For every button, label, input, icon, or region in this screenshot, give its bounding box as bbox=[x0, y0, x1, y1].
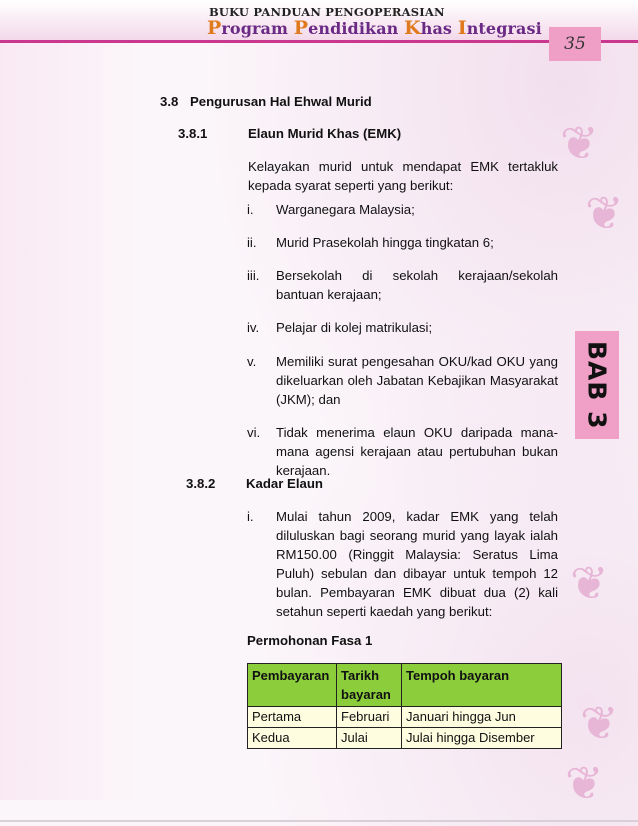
list-item-text: Bersekolah di sekolah kerajaan/sekolah bantuan kerajaan; bbox=[276, 268, 558, 302]
chapter-tab bbox=[575, 331, 619, 439]
table-cell: Julai hingga Disember bbox=[402, 728, 562, 749]
payment-table bbox=[247, 663, 562, 749]
table-cell: Januari hingga Jun bbox=[402, 707, 562, 728]
table-header-cell: Tarikh bayaran bbox=[337, 664, 402, 707]
section-number: 3.8 bbox=[160, 94, 179, 109]
subsection-title: Kadar Elaun bbox=[246, 476, 323, 491]
floral-ornament: ❦ bbox=[560, 117, 599, 169]
list-item-text: Tidak menerima elaun OKU daripada mana-mana agensi kerajaan atau pertubuhan bukan kerajaan. bbox=[276, 425, 558, 478]
footer-divider bbox=[0, 820, 638, 822]
list-item-label: iii. bbox=[247, 268, 260, 283]
list-item-text: Warganegara Malaysia; bbox=[276, 202, 415, 217]
chapter-tab-label: BAB 3 bbox=[582, 340, 612, 430]
table-cell: Februari bbox=[337, 707, 402, 728]
table-header-row bbox=[248, 664, 562, 707]
list-item-label: i. bbox=[247, 202, 254, 217]
table-cell: Kedua bbox=[248, 728, 337, 749]
list-item-label: ii. bbox=[247, 235, 257, 250]
floral-ornament: ❦ bbox=[570, 557, 609, 609]
page-number: 35 bbox=[549, 27, 601, 61]
phase-title: Permohonan Fasa 1 bbox=[247, 633, 373, 648]
list-item-text: Memiliki surat pengesahan OKU/kad OKU yang dikeluarkan oleh Jabatan Kebajikan Masyarakat (JKM); dan bbox=[276, 354, 558, 407]
header-title: BUKU PANDUAN PENGOPERASIAN bbox=[209, 5, 445, 19]
subsection-title: Elaun Murid Khas (EMK) bbox=[248, 126, 402, 141]
list-item-label: vi. bbox=[247, 425, 261, 440]
table-row bbox=[248, 707, 562, 728]
page-header bbox=[0, 0, 638, 43]
subsection-number: 3.8.1 bbox=[178, 126, 208, 141]
left-margin-shade bbox=[0, 40, 138, 800]
eligibility-intro: Kelayakan murid untuk mendapat EMK tertakluk kepada syarat seperti yang berikut: bbox=[248, 159, 558, 193]
floral-ornament: ❦ bbox=[565, 757, 604, 809]
table-row bbox=[248, 728, 562, 749]
section-title: Pengurusan Hal Ehwal Murid bbox=[190, 94, 372, 109]
list-item-text: Pelajar di kolej matrikulasi; bbox=[276, 320, 433, 335]
table-header-cell: Pembayaran bbox=[248, 664, 337, 707]
table-cell: Pertama bbox=[248, 707, 337, 728]
list-item-label: iv. bbox=[247, 320, 260, 335]
allowance-rate-text: Mulai tahun 2009, kadar EMK yang telah diluluskan bagi seorang murid yang layak ialah RM150.00 (Ringgit Malaysia: Seratus Lima Puluh) sebulan dan dibayar untuk tempoh 12 bulan. Pembayaran EMK dibuat dua (2) kali setahun seperti kaedah yang berikut: bbox=[276, 509, 558, 619]
header-programme-name: Program Pendidikan Khas Integrasi bbox=[207, 17, 542, 39]
list-item-label: v. bbox=[247, 354, 257, 369]
list-item-text: Murid Prasekolah hingga tingkatan 6; bbox=[276, 235, 494, 250]
table-cell: Julai bbox=[337, 728, 402, 749]
floral-ornament: ❦ bbox=[585, 187, 624, 239]
list-item-label: i. bbox=[247, 509, 254, 524]
subsection-number: 3.8.2 bbox=[186, 476, 216, 491]
table-header-cell: Tempoh bayaran bbox=[402, 664, 562, 707]
floral-ornament: ❦ bbox=[580, 697, 619, 749]
